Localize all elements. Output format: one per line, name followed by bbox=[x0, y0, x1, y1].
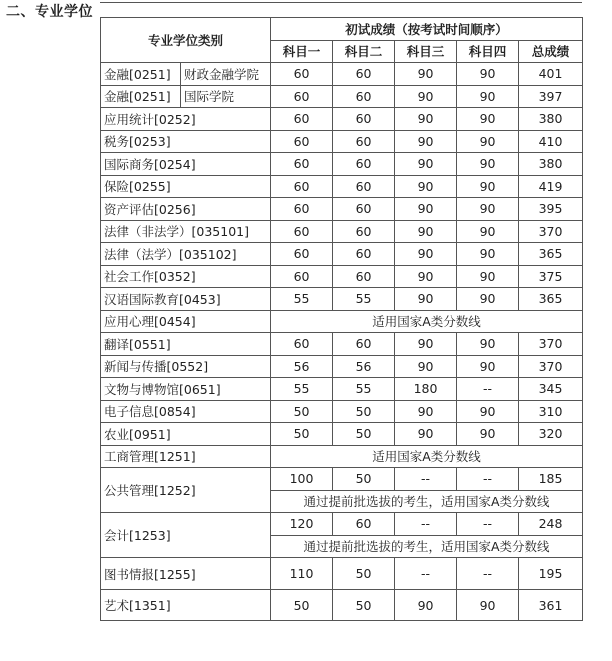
score-cell: 90 bbox=[457, 130, 519, 153]
category-name: 金融[0251] bbox=[101, 85, 181, 108]
score-cell: 50 bbox=[271, 423, 333, 446]
total-score: 345 bbox=[519, 378, 583, 401]
school-name: 财政金融学院 bbox=[181, 63, 271, 86]
score-cell: 90 bbox=[457, 265, 519, 288]
category-header: 专业学位类别 bbox=[101, 18, 271, 63]
score-cell: 90 bbox=[395, 400, 457, 423]
score-cell: 90 bbox=[457, 63, 519, 86]
score-cell: -- bbox=[395, 468, 457, 491]
score-cell: 60 bbox=[333, 265, 395, 288]
subject-header: 科目三 bbox=[395, 40, 457, 63]
score-cell: 90 bbox=[395, 108, 457, 131]
score-cell: 60 bbox=[333, 198, 395, 221]
score-cell: -- bbox=[395, 558, 457, 590]
score-cell: 90 bbox=[395, 153, 457, 176]
subject-header: 科目一 bbox=[271, 40, 333, 63]
score-cell: 90 bbox=[457, 153, 519, 176]
score-note: 通过提前批选拔的考生，适用国家A类分数线 bbox=[271, 535, 583, 558]
subject-header: 科目二 bbox=[333, 40, 395, 63]
score-cell: 60 bbox=[271, 108, 333, 131]
total-score: 365 bbox=[519, 288, 583, 311]
score-cell: -- bbox=[395, 513, 457, 536]
score-cell: 50 bbox=[333, 558, 395, 590]
public-admin-rows bbox=[101, 468, 583, 513]
category-name: 资产评估[0256] bbox=[101, 198, 271, 221]
score-cell: 60 bbox=[333, 513, 395, 536]
score-cell: 60 bbox=[333, 85, 395, 108]
score-cell: 90 bbox=[395, 175, 457, 198]
table-row bbox=[101, 175, 583, 198]
score-cell: 90 bbox=[395, 333, 457, 356]
total-score: 380 bbox=[519, 108, 583, 131]
category-name: 文物与博物馆[0651] bbox=[101, 378, 271, 401]
table-row bbox=[101, 513, 583, 536]
score-cell: -- bbox=[457, 468, 519, 491]
category-name: 翻译[0551] bbox=[101, 333, 271, 356]
table-row bbox=[101, 310, 583, 333]
table-row bbox=[101, 198, 583, 221]
score-cell: 50 bbox=[271, 590, 333, 621]
score-cell: 60 bbox=[333, 333, 395, 356]
header-row-1 bbox=[101, 18, 583, 41]
score-cell: 60 bbox=[333, 243, 395, 266]
total-score: 370 bbox=[519, 333, 583, 356]
accounting-rows bbox=[101, 513, 583, 558]
category-name: 农业[0951] bbox=[101, 423, 271, 446]
score-cell: 50 bbox=[333, 400, 395, 423]
score-cell: 90 bbox=[457, 400, 519, 423]
score-cell: 90 bbox=[395, 288, 457, 311]
score-cell: 90 bbox=[457, 590, 519, 621]
category-name: 应用统计[0252] bbox=[101, 108, 271, 131]
total-score: 370 bbox=[519, 220, 583, 243]
table-row bbox=[101, 423, 583, 446]
total-score: 185 bbox=[519, 468, 583, 491]
score-cell: 90 bbox=[457, 333, 519, 356]
score-cell: 90 bbox=[457, 220, 519, 243]
score-cell: 90 bbox=[457, 243, 519, 266]
table-row bbox=[101, 378, 583, 401]
score-cell: 60 bbox=[333, 153, 395, 176]
score-cell: 60 bbox=[333, 130, 395, 153]
score-cell: 56 bbox=[271, 355, 333, 378]
table-row bbox=[101, 63, 583, 86]
total-header: 总成绩 bbox=[519, 40, 583, 63]
table-row bbox=[101, 400, 583, 423]
score-cell: 90 bbox=[395, 265, 457, 288]
total-score: 395 bbox=[519, 198, 583, 221]
category-name: 新闻与传播[0552] bbox=[101, 355, 271, 378]
category-name: 社会工作[0352] bbox=[101, 265, 271, 288]
table-row bbox=[101, 220, 583, 243]
total-score: 397 bbox=[519, 85, 583, 108]
category-name: 法律（非法学）[035101] bbox=[101, 220, 271, 243]
score-cell: 60 bbox=[271, 243, 333, 266]
score-cell: 60 bbox=[271, 130, 333, 153]
top-rule bbox=[100, 2, 582, 3]
category-name: 应用心理[0454] bbox=[101, 310, 271, 333]
score-cell: 55 bbox=[271, 288, 333, 311]
table-row bbox=[101, 85, 583, 108]
score-cell: 60 bbox=[271, 265, 333, 288]
score-note: 适用国家A类分数线 bbox=[271, 310, 583, 333]
score-cell: 50 bbox=[271, 400, 333, 423]
score-cell: 55 bbox=[333, 288, 395, 311]
score-cell: 110 bbox=[271, 558, 333, 590]
score-cell: 60 bbox=[271, 85, 333, 108]
total-score: 380 bbox=[519, 153, 583, 176]
table-row bbox=[101, 153, 583, 176]
score-cell: 100 bbox=[271, 468, 333, 491]
table-row bbox=[101, 333, 583, 356]
score-cell: 90 bbox=[457, 288, 519, 311]
finance-rows bbox=[101, 63, 583, 108]
category-name: 法律（法学）[035102] bbox=[101, 243, 271, 266]
score-cell: -- bbox=[457, 378, 519, 401]
category-name: 税务[0253] bbox=[101, 130, 271, 153]
score-cell: 90 bbox=[395, 355, 457, 378]
total-score: 419 bbox=[519, 175, 583, 198]
score-cell: 90 bbox=[457, 355, 519, 378]
score-cell: 55 bbox=[333, 378, 395, 401]
group-header: 初试成绩（按考试时间顺序） bbox=[271, 18, 583, 41]
rows-c bbox=[101, 558, 583, 621]
score-cell: 60 bbox=[271, 220, 333, 243]
table-row bbox=[101, 355, 583, 378]
total-score: 365 bbox=[519, 243, 583, 266]
rows-a bbox=[101, 108, 583, 311]
section-title: 二、专业学位 bbox=[6, 4, 93, 20]
category-name: 艺术[1351] bbox=[101, 590, 271, 621]
table-row bbox=[101, 130, 583, 153]
score-cell: 180 bbox=[395, 378, 457, 401]
score-cell: 90 bbox=[395, 590, 457, 621]
table-row bbox=[101, 243, 583, 266]
score-cell: 90 bbox=[395, 63, 457, 86]
score-cell: 120 bbox=[271, 513, 333, 536]
score-cell: 90 bbox=[457, 198, 519, 221]
score-cell: 90 bbox=[457, 85, 519, 108]
score-table bbox=[100, 17, 583, 621]
table-row bbox=[101, 558, 583, 590]
score-cell: 90 bbox=[395, 130, 457, 153]
score-cell: 90 bbox=[457, 108, 519, 131]
score-cell: 60 bbox=[271, 175, 333, 198]
score-cell: 90 bbox=[457, 175, 519, 198]
category-name: 电子信息[0854] bbox=[101, 400, 271, 423]
table-row bbox=[101, 468, 583, 491]
total-score: 370 bbox=[519, 355, 583, 378]
category-name: 金融[0251] bbox=[101, 63, 181, 86]
score-cell: 50 bbox=[333, 423, 395, 446]
total-score: 375 bbox=[519, 265, 583, 288]
total-score: 248 bbox=[519, 513, 583, 536]
table-row bbox=[101, 590, 583, 621]
score-cell: 60 bbox=[333, 63, 395, 86]
score-cell: 55 bbox=[271, 378, 333, 401]
category-name: 图书情报[1255] bbox=[101, 558, 271, 590]
score-cell: 90 bbox=[395, 85, 457, 108]
category-name: 保险[0255] bbox=[101, 175, 271, 198]
score-cell: 60 bbox=[333, 220, 395, 243]
category-name: 国际商务[0254] bbox=[101, 153, 271, 176]
table-row bbox=[101, 288, 583, 311]
score-cell: 60 bbox=[271, 63, 333, 86]
category-name: 汉语国际教育[0453] bbox=[101, 288, 271, 311]
score-cell: 50 bbox=[333, 468, 395, 491]
score-cell: 56 bbox=[333, 355, 395, 378]
total-score: 401 bbox=[519, 63, 583, 86]
table-row bbox=[101, 265, 583, 288]
score-cell: 90 bbox=[395, 243, 457, 266]
category-name: 工商管理[1251] bbox=[101, 445, 271, 468]
score-cell: 60 bbox=[333, 175, 395, 198]
total-score: 320 bbox=[519, 423, 583, 446]
score-cell: 60 bbox=[271, 198, 333, 221]
score-cell: 50 bbox=[333, 590, 395, 621]
score-cell: 60 bbox=[271, 153, 333, 176]
score-cell: -- bbox=[457, 513, 519, 536]
score-cell: 60 bbox=[271, 333, 333, 356]
total-score: 195 bbox=[519, 558, 583, 590]
table-row bbox=[101, 445, 583, 468]
rows-b bbox=[101, 333, 583, 446]
score-cell: 90 bbox=[395, 198, 457, 221]
score-cell: 90 bbox=[395, 423, 457, 446]
school-name: 国际学院 bbox=[181, 85, 271, 108]
score-note: 通过提前批选拔的考生，适用国家A类分数线 bbox=[271, 490, 583, 513]
score-cell: 90 bbox=[395, 220, 457, 243]
total-score: 310 bbox=[519, 400, 583, 423]
score-cell: 90 bbox=[457, 423, 519, 446]
table-row bbox=[101, 108, 583, 131]
score-cell: -- bbox=[457, 558, 519, 590]
subject-header: 科目四 bbox=[457, 40, 519, 63]
total-score: 410 bbox=[519, 130, 583, 153]
score-cell: 60 bbox=[333, 108, 395, 131]
score-note: 适用国家A类分数线 bbox=[271, 445, 583, 468]
category-name: 公共管理[1252] bbox=[101, 468, 271, 513]
category-name: 会计[1253] bbox=[101, 513, 271, 558]
total-score: 361 bbox=[519, 590, 583, 621]
